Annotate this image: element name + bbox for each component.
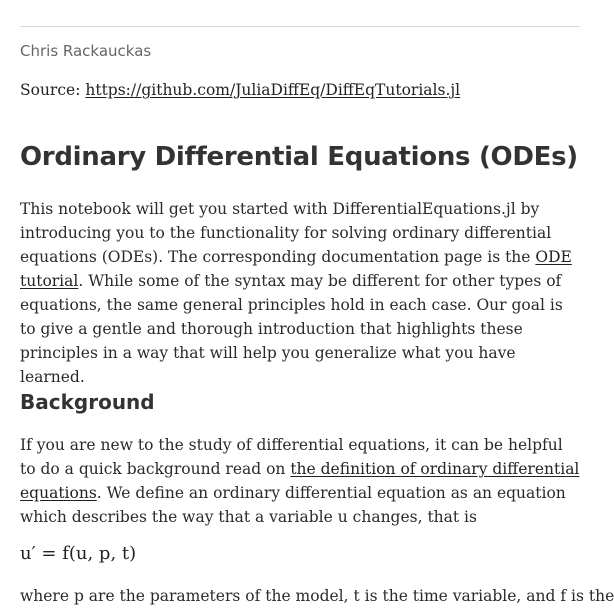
source-link[interactable]: https://github.com/JuliaDiffEq/DiffEqTutorials.jl: [85, 81, 461, 99]
source-label: Source:: [20, 81, 81, 99]
ode-definition-link[interactable]: the definition of ordinary differential equations: [20, 460, 580, 502]
page-title: Ordinary Differential Equations (ODEs): [20, 142, 578, 172]
background-heading: Background: [20, 390, 155, 414]
intro-text-1: This notebook will get you started with DifferentialEquations.jl by introducing you to the functionality for solving ordinary differential equations (ODEs). The corresponding documentation page is the: [20, 200, 552, 266]
tail-text-2: are the parameters of the model,: [83, 587, 354, 605]
author-name: Chris Rackauckas: [20, 42, 152, 60]
intro-text-2: . While some of the syntax may be different for other types of equations, the same general principles hold in each case. Our goal is to give a gentle and thorough introduction that highlights these principles in a way that will help you generalize what you have learned.: [20, 272, 563, 386]
definition-paragraph: [20, 584, 614, 608]
background-text-2: . We define an ordinary differential equation as an equation which describes the way that a variable: [20, 484, 566, 526]
variable-t: t: [353, 587, 360, 605]
tail-text-4: is the: [566, 587, 614, 605]
variable-p: p: [73, 587, 84, 605]
background-paragraph: [20, 433, 580, 529]
source-line: [20, 81, 460, 99]
tail-text-1: where: [20, 587, 74, 605]
background-text-3: changes, that is: [347, 508, 477, 526]
top-divider: [20, 26, 580, 27]
ode-equation: u′ = f(u, p, t): [20, 543, 137, 564]
background-text-1: If you are new to the study of differential equations, it can be helpful to do a quick background read on: [20, 436, 563, 478]
tail-text-3: is the time variable, and: [359, 587, 561, 605]
variable-f: f: [560, 587, 567, 605]
intro-paragraph: [20, 197, 580, 389]
variable-u: u: [337, 508, 348, 526]
ode-tutorial-link[interactable]: ODE tutorial: [20, 248, 572, 290]
